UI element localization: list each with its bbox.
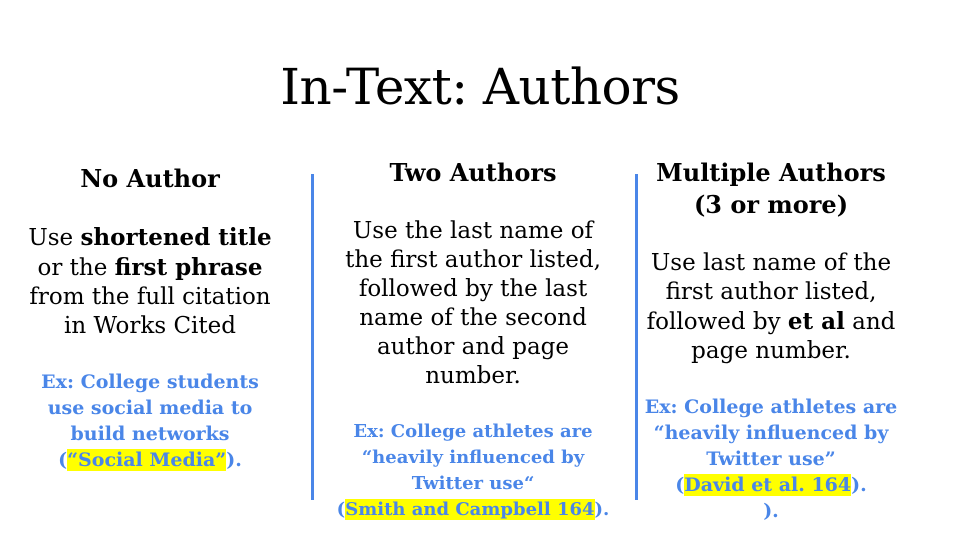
paren-open: ( — [58, 449, 68, 471]
no-author-body-line-3: from the full citation — [29, 284, 271, 310]
body-line: the first author listed, — [345, 247, 601, 273]
paren-close: ). — [226, 449, 242, 471]
body-text: followed by — [646, 309, 788, 335]
example-citation-line — [330, 497, 616, 523]
multiple-authors-heading-line-1: Multiple Authors — [656, 158, 886, 187]
paren-close: ). — [594, 499, 610, 520]
example-line: Ex: College students — [41, 371, 259, 393]
left-divider — [311, 174, 314, 500]
example-citation-line — [10, 447, 290, 473]
multiple-authors-heading-line-2: (3 or more) — [693, 190, 849, 219]
body-line: author and page — [376, 334, 570, 360]
no-author-heading: No Author — [80, 164, 220, 193]
body-line: first author listed, — [665, 279, 877, 305]
no-author-body-line-4: in Works Cited — [64, 313, 236, 339]
example-citation-line — [640, 472, 902, 498]
highlighted-citation: “Social Media” — [67, 449, 227, 471]
no-author-body — [10, 223, 290, 341]
multiple-authors-example — [640, 394, 902, 524]
example-line: “heavily influenced by — [361, 447, 585, 468]
body-line: Use the last name of — [352, 218, 594, 244]
paren-open: ( — [675, 474, 685, 496]
example-line: build networks — [70, 423, 230, 445]
slide-title: In-Text: Authors — [280, 58, 680, 116]
two-authors-column — [330, 157, 616, 523]
two-authors-example — [330, 419, 616, 523]
body-line: name of the second — [359, 305, 587, 331]
body-line — [640, 307, 902, 337]
no-author-body-line-1 — [10, 223, 290, 253]
body-line: followed by the last — [358, 276, 588, 302]
right-divider — [635, 174, 638, 500]
example-line: Ex: College athletes are — [353, 421, 593, 442]
paren-open: ( — [336, 499, 346, 520]
body-text: Use — [28, 225, 81, 251]
paren-close: ). — [851, 474, 867, 496]
body-line: Use last name of the — [650, 250, 892, 276]
no-author-example — [10, 369, 290, 473]
body-bold-text: first phrase — [114, 254, 263, 281]
no-author-column — [10, 163, 290, 473]
example-trailing-line: ). — [763, 500, 779, 522]
multiple-authors-column — [640, 157, 902, 524]
no-author-body-line-2 — [10, 253, 290, 283]
example-line: Twitter use“ — [411, 473, 535, 494]
two-authors-heading: Two Authors — [389, 158, 557, 187]
example-line: use social media to — [47, 397, 253, 419]
body-text: and — [844, 309, 896, 335]
two-authors-body — [330, 217, 616, 391]
highlighted-citation: Smith and Campbell 164 — [345, 499, 595, 520]
highlighted-citation: David et al. 164 — [684, 474, 852, 496]
body-line: number. — [425, 363, 521, 389]
multiple-authors-heading — [640, 157, 902, 221]
example-line: Ex: College athletes are — [644, 396, 898, 418]
multiple-authors-body — [640, 249, 902, 366]
example-line: Twitter use” — [706, 448, 836, 470]
example-line: “heavily influenced by — [653, 422, 889, 444]
body-bold-text: shortened title — [80, 224, 272, 251]
body-text: or the — [37, 255, 115, 281]
body-line: page number. — [691, 338, 851, 364]
body-bold-text: et al — [787, 308, 845, 335]
